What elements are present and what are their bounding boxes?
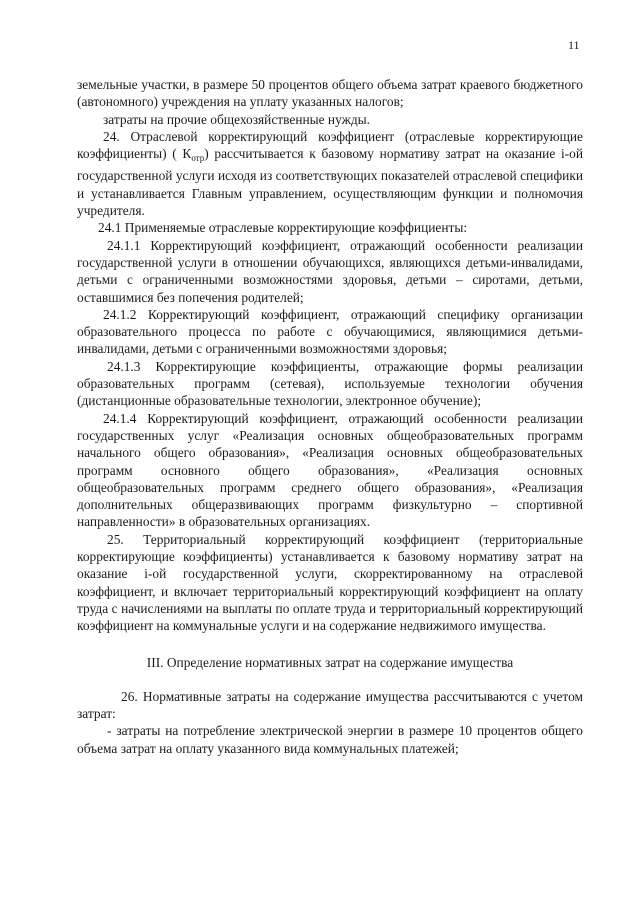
paragraph-24-1-2: 24.1.2 Корректирующий коэффициент, отражающий специфику организации образовательного процесса по работе с обучающимися, являющимися детьми-инвалидами, детьми с ограниченными возможностями здоровья; [77, 306, 583, 357]
paragraph-24-text-start: 24. Отраслевой корректирующий коэффициент (отраслевые корректирующие коэффициенты) ( К [77, 128, 583, 162]
paragraph-26: 26. Нормативные затраты на содержание имущества рассчитываются с учетом затрат: [77, 688, 583, 722]
page-number: 11 [568, 38, 580, 52]
paragraph-electricity: - затраты на потребление электрической энергии в размере 10 процентов общего объема затрат на оплату указанного вида коммунальных платежей; [77, 723, 583, 756]
paragraph-24-1: 24.1 Применяемые отраслевые корректирующие коэффициенты: [98, 220, 468, 236]
section-heading: III. Определение нормативных затрат на содержание имущества [146, 654, 514, 670]
paragraph-24-1-3: 24.1.3 Корректирующие коэффициенты, отражающие формы реализации образовательных программ (сетевая), используемые технологии обучения (дистанционные образовательные технологии, электронное обучение); [77, 358, 583, 409]
paragraph-24-1-1: 24.1.1 Корректирующий коэффициент, отражающий особенности реализации государственной услуги в отношении обучающихся, являющихся детьми-инвалидами, детьми с ограниченными возможностями здоровья, детьми – сиротами, детьми, оставшимися без попечения родителей; [77, 237, 583, 305]
paragraph-24-industry-coefficient [77, 128, 583, 219]
paragraph-land-tax: земельные участки, в размере 50 процентов общего объема затрат краевого бюджетного (автономного) учреждения на уплату указанных налогов; [77, 77, 583, 110]
paragraph-25-territorial-coefficient: 25. Территориальный корректирующий коэффициент (территориальные корректирующие коэффициенты) устанавливается к базовому нормативу затрат на оказание i-ой государственной услуги, скорректированному на отраслевой коэффициент, и включает территориальный корректирующий коэффициент на оплату труда с начислениями на выплаты по оплате труда и территориальный корректирующий коэффициент на коммунальные услуги и на содержание недвижимого имущества. [77, 531, 583, 634]
paragraph-other-needs: затраты на прочие общехозяйственные нужды. [103, 111, 371, 127]
paragraph-24-1-4: 24.1.4 Корректирующий коэффициент, отражающий особенности реализации государственных услуг «Реализация основных общеобразовательных программ начального общего образования», «Реализация основных общеобразовательных программ основного общего образования», «Реализация основных общеобразовательных программ среднего общего образования», «Реализация дополнительных общеразвивающих программ физкультурно – спортивной направленности» в образовательных организациях. [77, 410, 583, 530]
paragraph-24-text-end: ) рассчитывается к базовому нормативу затрат на оказание i-ой государственной услуги исходя из соответствующих показателей отраслевой специфики и устанавливается Главным управлением, осуществляющим функции и полномочия учредителя. [77, 146, 583, 219]
coefficient-subscript: отр [191, 153, 205, 164]
document-body [77, 76, 583, 757]
